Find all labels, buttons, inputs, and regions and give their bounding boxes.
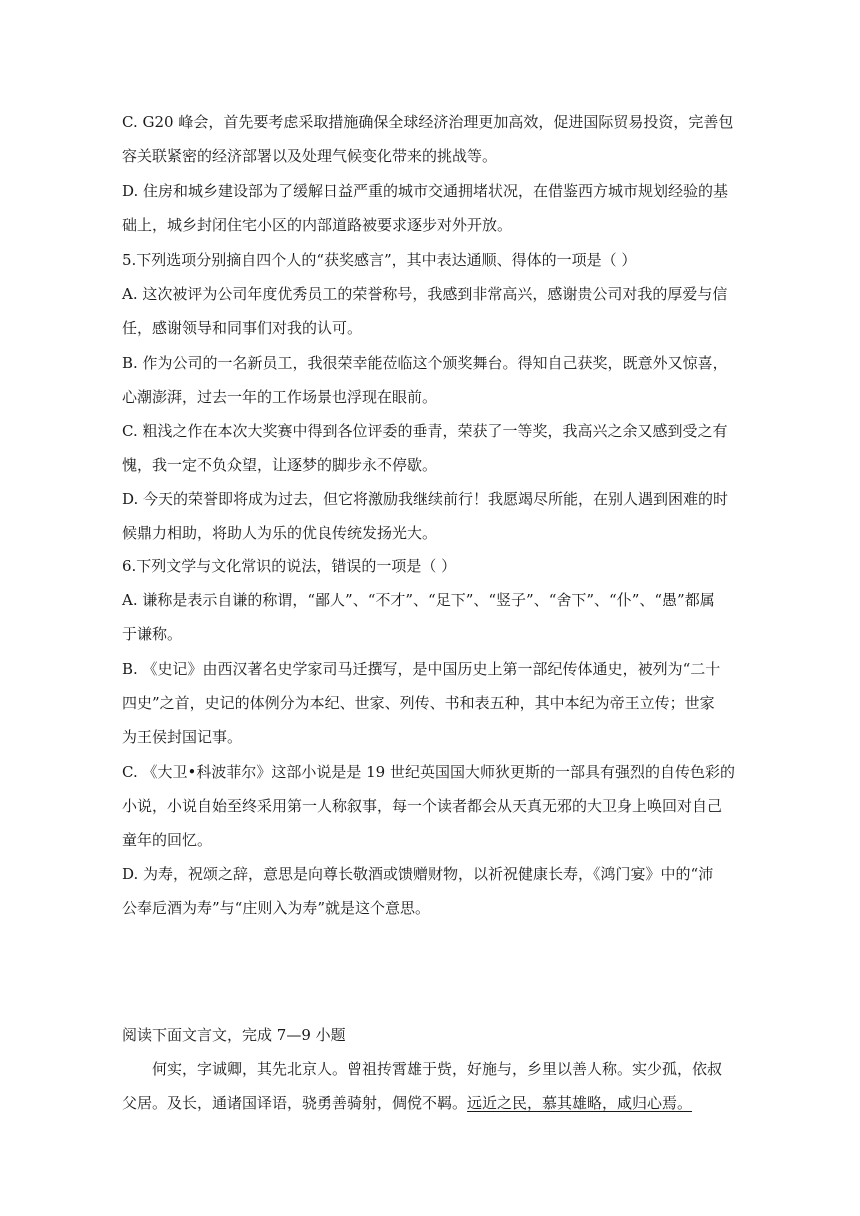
option-text-line: 容关联紧密的经济部署以及处理气候变化带来的挑战等。	[122, 147, 498, 165]
option-text-line: 心潮澎湃，过去一年的工作场景也浮现在眼前。	[122, 388, 438, 406]
option-text-line: C. 粗浅之作在本次大奖赛中得到各位评委的垂青，荣获了一等奖，我高兴之余又感到受之有	[122, 422, 728, 440]
option-text-line: 小说，小说自始至终采用第一人称叙事，每一个读者都会从天真无邪的大卫身上唤回对自己	[122, 797, 723, 815]
option-text-line: 四史”之首，史记的体例分为本纪、世家、列传、书和表五种，其中本纪为帝王立传；世家	[122, 694, 715, 712]
passage-line	[122, 1093, 692, 1113]
reading-section-heading: 阅读下面文言文，完成 7—9 小题	[122, 1026, 346, 1044]
option-text-line: D. 今天的荣誉即将成为过去，但它将激励我继续前行！我愿竭尽所能，在别人遇到困难的时	[122, 490, 729, 508]
option-text-line: A. 谦称是表示自谦的称谓，“鄙人”、“不才”、“足下”、“竖子”、“舍下”、“仆”、“愚”都属	[122, 591, 715, 609]
option-text-line: A. 这次被评为公司年度优秀员工的荣誉称号，我感到非常高兴，感谢贵公司对我的厚爱与信	[122, 285, 728, 303]
option-text-line: D. 住房和城乡建设部为了缓解日益严重的城市交通拥堵状况，在借鉴西方城市规划经验的基	[122, 182, 729, 200]
question-6-stem: 6.下列文学与文化常识的说法，错误的一项是（ ）	[122, 557, 457, 575]
option-text-line: D. 为寿，祝颂之辞，意思是向尊长敬酒或馈赠财物，以祈祝健康长寿，《鸿门宴》中的“沛	[122, 865, 714, 883]
option-text-line: B. 作为公司的一名新员工，我很荣幸能莅临这个颁奖舞台。得知自己获奖，既意外又惊喜，	[122, 354, 728, 372]
option-text-line: 童年的回忆。	[122, 831, 213, 849]
option-text-line: C. G20 峰会，首先要考虑采取措施确保全球经济治理更加高效，促进国际贸易投资，完善包	[122, 113, 734, 131]
option-text-line: 础上，城乡封闭住宅小区的内部道路被要求逐步对外开放。	[122, 216, 513, 234]
option-text-line: 于谦称。	[122, 625, 183, 643]
option-text-line: 愧，我一定不负众望，让逐梦的脚步永不停歇。	[122, 456, 438, 474]
passage-text: 父居。及长，通诸国译语，骁勇善骑射，倜傥不羁。	[122, 1094, 468, 1112]
question-5-stem: 5.下列选项分别摘自四个人的“获奖感言”，其中表达通顺、得体的一项是（ ）	[122, 251, 637, 269]
option-text-line: 候鼎力相助，将助人为乐的优良传统发扬光大。	[122, 524, 438, 542]
option-text-line: 为王侯封国记事。	[122, 728, 243, 746]
underlined-sentence: 远近之民，慕其雄略，咸归心焉。	[467, 1094, 693, 1112]
option-text-line: C. 《大卫•科波菲尔》这部小说是是 19 世纪英国国大师狄更斯的一部具有强烈的自传色彩的	[122, 763, 735, 781]
option-text-line: 公奉卮酒为寿”与“庄则入为寿”就是这个意思。	[122, 899, 431, 917]
passage-line: 何实，字诚卿，其先北京人。曾祖抟霄雄于赀，好施与，乡里以善人称。实少孤，依叔	[152, 1060, 723, 1078]
option-text-line: B. 《史记》由西汉著名史学家司马迁撰写，是中国历史上第一部纪传体通史，被列为“二十	[122, 660, 721, 678]
option-text-line: 任，感谢领导和同事们对我的认可。	[122, 319, 363, 337]
